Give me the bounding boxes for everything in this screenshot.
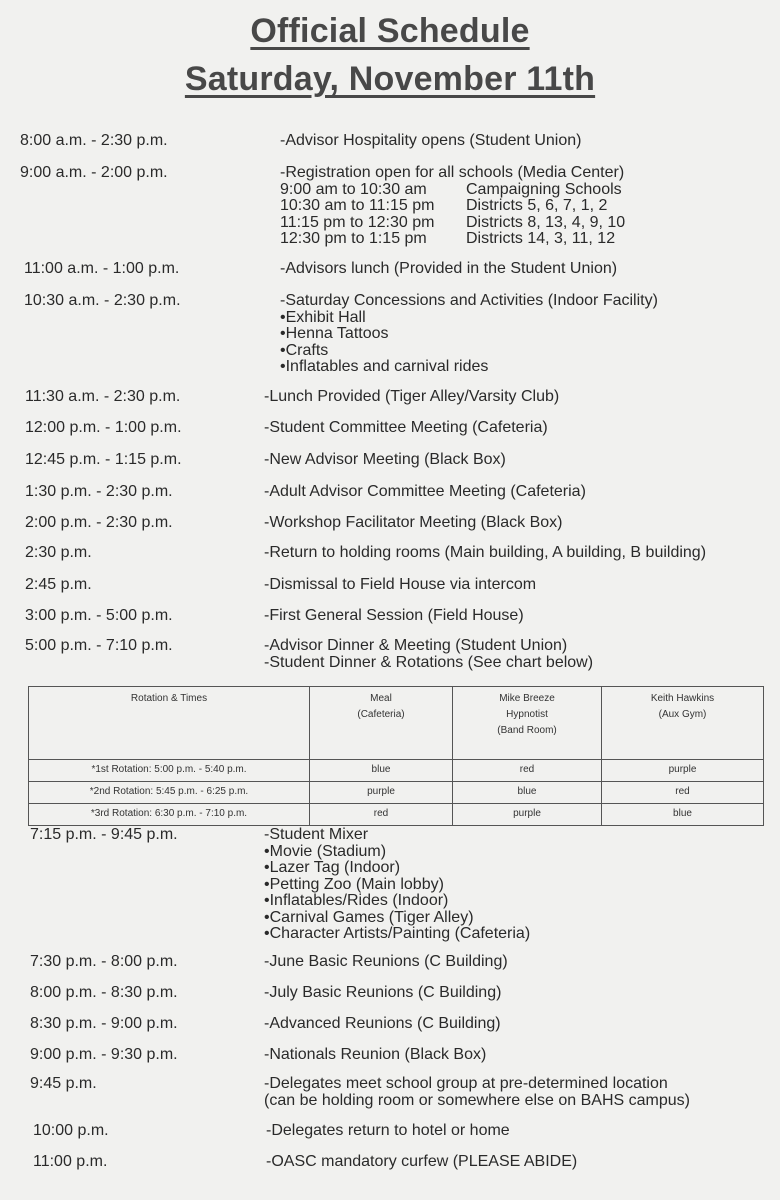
schedule-description xyxy=(264,1047,486,1064)
schedule-description xyxy=(280,165,625,248)
schedule-description xyxy=(264,577,536,594)
page-title: Official Schedule xyxy=(250,12,530,50)
schedule-description xyxy=(264,954,508,971)
table-cell: *2nd Rotation: 5:45 p.m. - 6:25 p.m. xyxy=(29,782,310,804)
schedule-description xyxy=(266,1123,510,1140)
schedule-time: 2:00 p.m. - 2:30 p.m. xyxy=(25,514,173,531)
table-cell: red xyxy=(453,760,602,782)
schedule-description xyxy=(264,1016,501,1033)
schedule-time: 7:30 p.m. - 8:00 p.m. xyxy=(30,953,178,970)
bullet-item: • Lazer Tag (Indoor) xyxy=(264,860,530,877)
bullet-item: • Carnival Games (Tiger Alley) xyxy=(264,910,530,927)
description-line: -Student Dinner & Rotations (See chart below) xyxy=(264,653,594,671)
schedule-time: 5:00 p.m. - 7:10 p.m. xyxy=(25,637,173,654)
slot-time: 10:30 am to 11:15 pm xyxy=(280,197,435,214)
header-aux-gym: Keith Hawkins (Aux Gym) xyxy=(602,687,764,760)
schedule-description xyxy=(264,515,562,532)
rotation-table xyxy=(28,686,764,826)
description-line: -Advisor Hospitality opens (Student Union) xyxy=(280,132,582,149)
bullet-item: • Crafts xyxy=(280,343,658,360)
slot-time: 9:00 am to 10:30 am xyxy=(280,180,427,198)
slot-group: Districts 8, 13, 4, 9, 10 xyxy=(466,213,626,231)
bullet-item: • Exhibit Hall xyxy=(280,310,658,327)
table-cell: blue xyxy=(453,782,602,804)
description-line: -OASC mandatory curfew (PLEASE ABIDE) xyxy=(266,1153,578,1170)
schedule-time: 10:00 p.m. xyxy=(33,1122,109,1139)
description-line: -Saturday Concessions and Activities (Indoor Facility) xyxy=(280,292,658,309)
schedule-description xyxy=(264,608,524,625)
description-line: -Adult Advisor Committee Meeting (Cafeteria) xyxy=(264,483,586,500)
header-meal: Meal (Cafeteria) xyxy=(310,687,453,760)
table-header-row xyxy=(29,687,764,760)
schedule-time: 9:00 a.m. - 2:00 p.m. xyxy=(20,164,168,181)
description-line: -Dismissal to Field House via intercom xyxy=(264,576,537,593)
schedule-time: 12:45 p.m. - 1:15 p.m. xyxy=(25,451,182,468)
schedule-time: 11:30 a.m. - 2:30 p.m. xyxy=(25,388,181,405)
schedule-description xyxy=(264,389,559,406)
schedule-time: 7:15 p.m. - 9:45 p.m. xyxy=(30,826,178,843)
schedule-description xyxy=(264,638,593,671)
schedule-description xyxy=(280,293,658,376)
schedule-time: 8:30 p.m. - 9:00 p.m. xyxy=(30,1015,178,1032)
description-line: -Workshop Facilitator Meeting (Black Box) xyxy=(264,514,563,531)
registration-slot xyxy=(280,231,625,248)
description-line: (can be holding room or somewhere else on BAHS campus) xyxy=(264,1091,690,1109)
bullet-item: • Inflatables/Rides (Indoor) xyxy=(264,893,530,910)
description-line: -June Basic Reunions (C Building) xyxy=(264,953,508,970)
table-cell: purple xyxy=(602,760,764,782)
schedule-description xyxy=(264,484,586,501)
registration-slot xyxy=(280,215,625,232)
table-cell: purple xyxy=(453,804,602,826)
description-line: -Advanced Reunions (C Building) xyxy=(264,1015,501,1032)
table-cell: blue xyxy=(602,804,764,826)
schedule-time: 12:00 p.m. - 1:00 p.m. xyxy=(25,419,182,436)
description-line: -Nationals Reunion (Black Box) xyxy=(264,1046,487,1063)
description-line: -Registration open for all schools (Media Center) xyxy=(280,164,625,181)
schedule-description xyxy=(264,985,501,1002)
schedule-description xyxy=(264,1076,690,1109)
bullet-item: • Character Artists/Painting (Cafeteria) xyxy=(264,926,530,943)
schedule-description xyxy=(264,545,706,562)
description-line: -New Advisor Meeting (Black Box) xyxy=(264,451,506,468)
schedule-time: 1:30 p.m. - 2:30 p.m. xyxy=(25,483,173,500)
table-row xyxy=(29,804,764,826)
bullet-item: • Henna Tattoos xyxy=(280,326,658,343)
table-row xyxy=(29,760,764,782)
schedule-description xyxy=(264,452,506,469)
description-line: -Delegates return to hotel or home xyxy=(266,1122,510,1139)
description-line: -First General Session (Field House) xyxy=(264,607,524,624)
schedule-description xyxy=(266,1154,577,1171)
bullet-item: • Movie (Stadium) xyxy=(264,844,530,861)
schedule-time: 2:30 p.m. xyxy=(25,544,92,561)
schedule-time: 8:00 a.m. - 2:30 p.m. xyxy=(20,132,168,149)
slot-group: Campaigning Schools xyxy=(466,180,622,198)
slot-group: Districts 14, 3, 11, 12 xyxy=(466,230,616,247)
description-line: -Student Committee Meeting (Cafeteria) xyxy=(264,419,548,436)
schedule-description xyxy=(280,261,617,278)
table-cell: *1st Rotation: 5:00 p.m. - 5:40 p.m. xyxy=(29,760,310,782)
slot-group: Districts 5, 6, 7, 1, 2 xyxy=(466,197,608,214)
description-line: -Delegates meet school group at pre-determined location xyxy=(264,1075,668,1092)
bullet-item: • Petting Zoo (Main lobby) xyxy=(264,877,530,894)
description-line: -Advisors lunch (Provided in the Student Union) xyxy=(280,260,618,277)
schedule-time: 11:00 a.m. - 1:00 p.m. xyxy=(24,260,180,277)
schedule-time: 3:00 p.m. - 5:00 p.m. xyxy=(25,607,173,624)
schedule-time: 10:30 a.m. - 2:30 p.m. xyxy=(24,292,181,309)
table-cell: red xyxy=(310,804,453,826)
schedule-time: 9:00 p.m. - 9:30 p.m. xyxy=(30,1046,178,1063)
table-row xyxy=(29,782,764,804)
schedule-time: 2:45 p.m. xyxy=(25,576,92,593)
slot-time: 11:15 pm to 12:30 pm xyxy=(280,213,435,231)
schedule-time: 8:00 p.m. - 8:30 p.m. xyxy=(30,984,178,1001)
description-line: -July Basic Reunions (C Building) xyxy=(264,984,502,1001)
schedule-description xyxy=(264,420,548,437)
table-cell: blue xyxy=(310,760,453,782)
description-line: -Return to holding rooms (Main building, A building, B building) xyxy=(264,544,707,561)
schedule-description xyxy=(280,133,581,150)
table-cell: red xyxy=(602,782,764,804)
description-line: -Lunch Provided (Tiger Alley/Varsity Club) xyxy=(264,388,560,405)
slot-time: 12:30 pm to 1:15 pm xyxy=(280,230,427,247)
table-cell: *3rd Rotation: 6:30 p.m. - 7:10 p.m. xyxy=(29,804,310,826)
header-hypnotist: Mike Breeze Hypnotist (Band Room) xyxy=(453,687,602,760)
registration-slot xyxy=(280,182,625,199)
registration-slot xyxy=(280,198,625,215)
header-rotation-times: Rotation & Times xyxy=(29,687,310,760)
description-line: -Student Mixer xyxy=(264,826,369,843)
schedule-time: 9:45 p.m. xyxy=(30,1075,97,1092)
bullet-item: • Inflatables and carnival rides xyxy=(280,359,658,376)
description-line: -Advisor Dinner & Meeting (Student Union) xyxy=(264,637,568,654)
page-date: Saturday, November 11th xyxy=(184,60,596,98)
table-cell: purple xyxy=(310,782,453,804)
schedule-time: 11:00 p.m. xyxy=(33,1153,108,1170)
schedule-description xyxy=(264,827,530,943)
